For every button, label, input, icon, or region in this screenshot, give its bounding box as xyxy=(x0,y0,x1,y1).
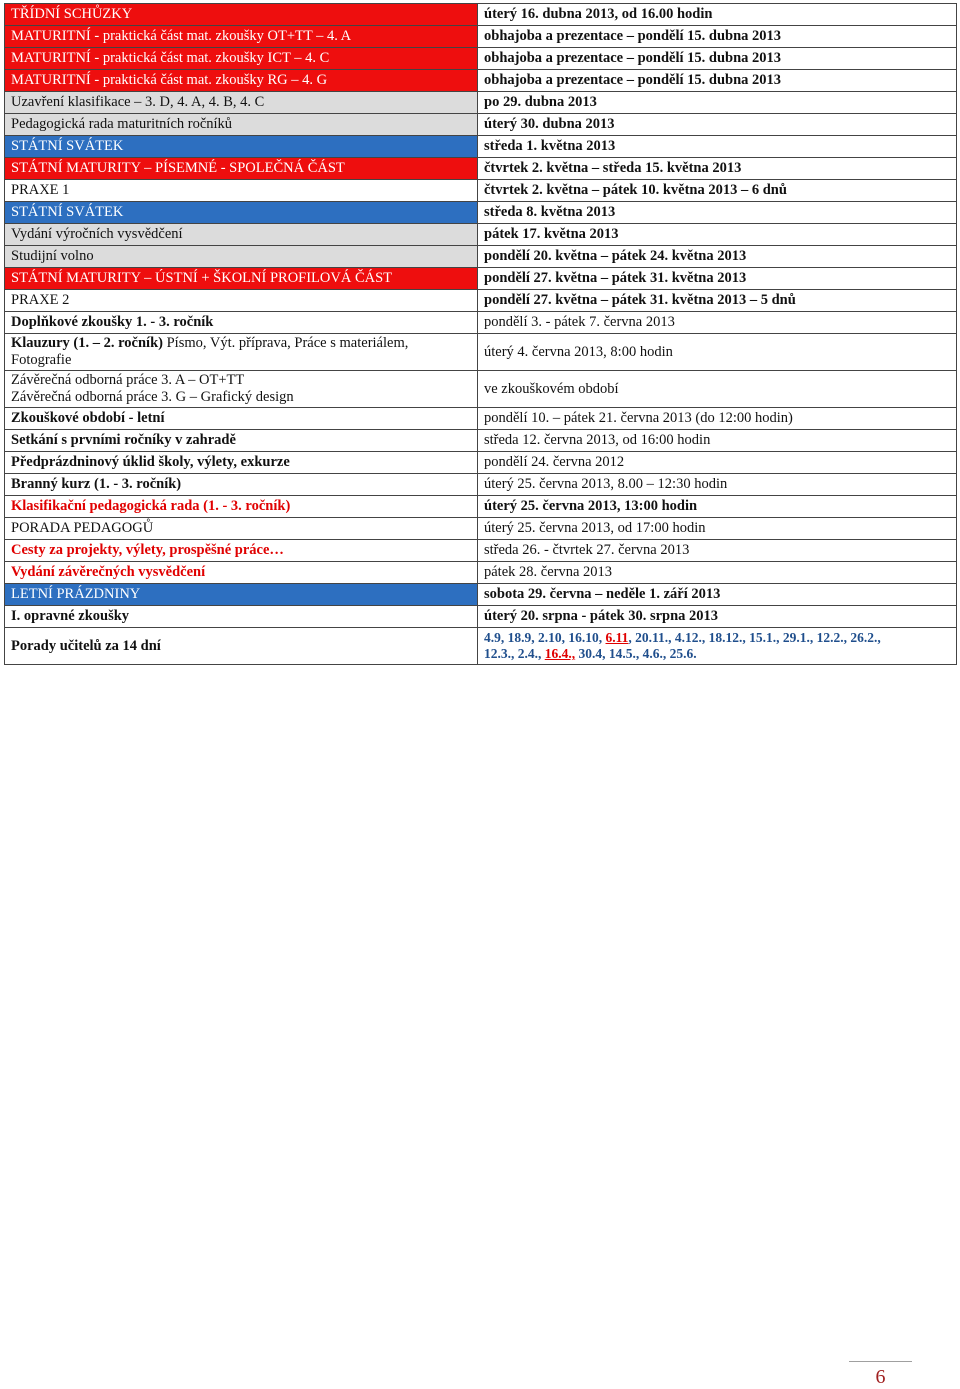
table-row xyxy=(5,371,957,408)
date-cell: pondělí 27. května – pátek 31. května 2013 – 5 dnů xyxy=(478,290,957,312)
date-cell: úterý 4. června 2013, 8:00 hodin xyxy=(478,334,957,371)
table-row xyxy=(5,26,957,48)
table-row xyxy=(5,92,957,114)
event-cell: Cesty za projekty, výlety, prospěšné práce… xyxy=(5,540,478,562)
table-row xyxy=(5,114,957,136)
date-cell: úterý 25. června 2013, 13:00 hodin xyxy=(478,496,957,518)
event-cell xyxy=(5,371,478,408)
date-cell: po 29. dubna 2013 xyxy=(478,92,957,114)
date-cell: pondělí 3. - pátek 7. června 2013 xyxy=(478,312,957,334)
meetings-dates-d: 30.4, 14.5., 4.6., 25.6. xyxy=(575,646,697,661)
meetings-date-highlight: 6.11 xyxy=(605,630,629,645)
table-row xyxy=(5,474,957,496)
meetings-dates xyxy=(478,628,957,665)
event-cell: MATURITNÍ - praktická část mat. zkoušky OT+TT – 4. A xyxy=(5,26,478,48)
table-row xyxy=(5,136,957,158)
date-cell: pondělí 20. května – pátek 24. května 2013 xyxy=(478,246,957,268)
table-row xyxy=(5,430,957,452)
event-cell: PRAXE 1 xyxy=(5,180,478,202)
date-cell: pondělí 27. května – pátek 31. května 2013 xyxy=(478,268,957,290)
date-cell: úterý 30. dubna 2013 xyxy=(478,114,957,136)
table-row xyxy=(5,408,957,430)
date-cell: obhajoba a prezentace – pondělí 15. dubna 2013 xyxy=(478,48,957,70)
event-line1: Závěrečná odborná práce 3. A – OT+TT xyxy=(11,372,245,388)
event-cell: MATURITNÍ - praktická část mat. zkoušky RG – 4. G xyxy=(5,70,478,92)
table-row xyxy=(5,562,957,584)
date-cell: úterý 25. června 2013, 8.00 – 12:30 hodin xyxy=(478,474,957,496)
table-row xyxy=(5,628,957,665)
event-cell: Doplňkové zkoušky 1. - 3. ročník xyxy=(5,312,478,334)
event-cell: Setkání s prvními ročníky v zahradě xyxy=(5,430,478,452)
meetings-dates-b: , 20.11., 4.12., 18.12., 15.1., 29.1., 12.2., 26.2., xyxy=(628,630,881,645)
date-cell: čtvrtek 2. května – středa 15. května 2013 xyxy=(478,158,957,180)
event-cell: PRAXE 2 xyxy=(5,290,478,312)
date-cell: čtvrtek 2. května – pátek 10. května 2013 – 6 dnů xyxy=(478,180,957,202)
event-cell: STÁTNÍ MATURITY – ÚSTNÍ + ŠKOLNÍ PROFILOVÁ ČÁST xyxy=(5,268,478,290)
event-cell: Zkouškové období - letní xyxy=(5,408,478,430)
table-row xyxy=(5,540,957,562)
event-cell: Studijní volno xyxy=(5,246,478,268)
date-cell: pondělí 24. června 2012 xyxy=(478,452,957,474)
table-row xyxy=(5,246,957,268)
date-cell: obhajoba a prezentace – pondělí 15. dubna 2013 xyxy=(478,70,957,92)
date-cell: úterý 25. června 2013, od 17:00 hodin xyxy=(478,518,957,540)
date-cell: středa 26. - čtvrtek 27. června 2013 xyxy=(478,540,957,562)
event-cell: LETNÍ PRÁZDNINY xyxy=(5,584,478,606)
event-cell: Předprázdninový úklid školy, výlety, exkurze xyxy=(5,452,478,474)
table-row xyxy=(5,496,957,518)
event-cell: STÁTNÍ SVÁTEK xyxy=(5,136,478,158)
date-cell: ve zkouškovém období xyxy=(478,371,957,408)
table-row xyxy=(5,180,957,202)
event-cell: STÁTNÍ SVÁTEK xyxy=(5,202,478,224)
event-bold-part: Klauzury (1. – 2. ročník) xyxy=(11,335,163,351)
page-number: 6 xyxy=(875,1366,886,1388)
page-number-rule xyxy=(849,1361,912,1362)
date-cell: pátek 28. června 2013 xyxy=(478,562,957,584)
event-cell: Branný kurz (1. - 3. ročník) xyxy=(5,474,478,496)
event-cell: Vydání závěrečných vysvědčení xyxy=(5,562,478,584)
table-row xyxy=(5,584,957,606)
event-cell: MATURITNÍ - praktická část mat. zkoušky ICT – 4. C xyxy=(5,48,478,70)
table-row xyxy=(5,4,957,26)
event-cell: Uzavření klasifikace – 3. D, 4. A, 4. B, 4. C xyxy=(5,92,478,114)
event-rest-part: Písmo, Výt. příprava, Práce s materiálem, xyxy=(162,335,409,351)
date-cell: pátek 17. května 2013 xyxy=(478,224,957,246)
table-row xyxy=(5,606,957,628)
meetings-label: Porady učitelů za 14 dní xyxy=(5,628,478,665)
date-cell: středa 1. května 2013 xyxy=(478,136,957,158)
table-row xyxy=(5,268,957,290)
event-cell: I. opravné zkoušky xyxy=(5,606,478,628)
event-cell: TŘÍDNÍ SCHŮZKY xyxy=(5,4,478,26)
table-row xyxy=(5,452,957,474)
table-row xyxy=(5,202,957,224)
table-row xyxy=(5,290,957,312)
event-cell: Klasifikační pedagogická rada (1. - 3. ročník) xyxy=(5,496,478,518)
meetings-dates-c: 12.3., 2.4., xyxy=(484,646,545,661)
event-cell: PORADA PEDAGOGŮ xyxy=(5,518,478,540)
event-cell: Vydání výročních vysvědčení xyxy=(5,224,478,246)
event-line2: Závěrečná odborná práce 3. G – Grafický design xyxy=(11,389,294,405)
date-cell: středa 8. května 2013 xyxy=(478,202,957,224)
schedule-table xyxy=(4,3,957,665)
event-cell: STÁTNÍ MATURITY – PÍSEMNÉ - SPOLEČNÁ ČÁST xyxy=(5,158,478,180)
table-row xyxy=(5,70,957,92)
event-line2: Fotografie xyxy=(11,352,72,368)
table-row xyxy=(5,518,957,540)
date-cell: pondělí 10. – pátek 21. června 2013 (do 12:00 hodin) xyxy=(478,408,957,430)
table-row xyxy=(5,224,957,246)
table-row xyxy=(5,158,957,180)
table-row xyxy=(5,334,957,371)
date-cell: úterý 20. srpna - pátek 30. srpna 2013 xyxy=(478,606,957,628)
event-cell xyxy=(5,334,478,371)
date-cell: sobota 29. června – neděle 1. září 2013 xyxy=(478,584,957,606)
event-cell: Pedagogická rada maturitních ročníků xyxy=(5,114,478,136)
meetings-date-highlight: 16.4., xyxy=(544,646,576,661)
table-row xyxy=(5,312,957,334)
table-row xyxy=(5,48,957,70)
meetings-dates-a: 4.9, 18.9, 2.10, 16.10, xyxy=(484,630,606,645)
date-cell: úterý 16. dubna 2013, od 16.00 hodin xyxy=(478,4,957,26)
date-cell: obhajoba a prezentace – pondělí 15. dubna 2013 xyxy=(478,26,957,48)
date-cell: středa 12. června 2013, od 16:00 hodin xyxy=(478,430,957,452)
